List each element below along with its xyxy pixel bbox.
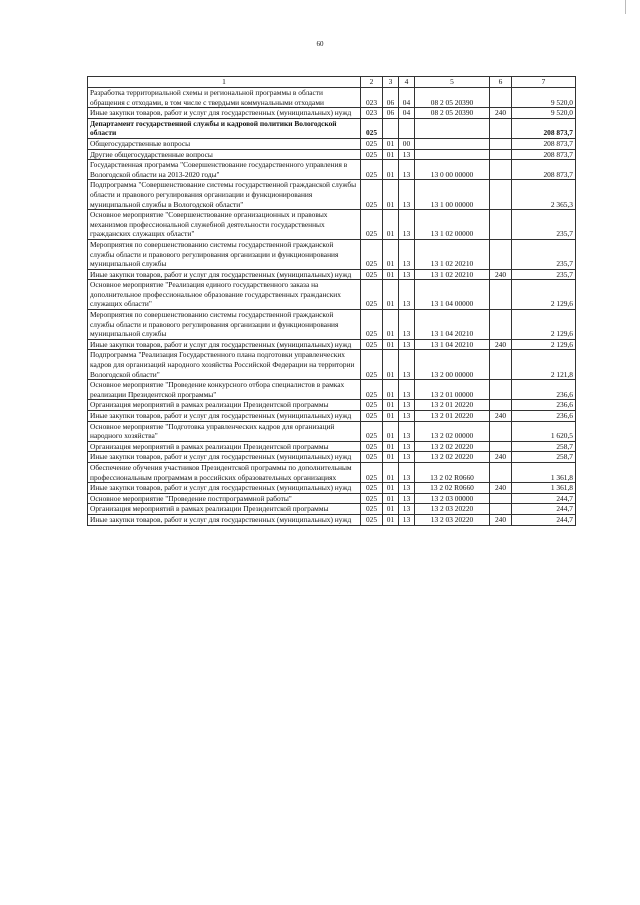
row-amount-cell: 9 520,0 (512, 88, 576, 108)
row-name-cell: Иные закупки товаров, работ и услуг для государственных (муниципальных) нужд (88, 452, 361, 463)
row-amount-cell: 208 873,7 (512, 138, 576, 149)
row-target-article-cell: 13 1 04 20210 (415, 310, 490, 340)
row-amount-cell: 1 620,5 (512, 421, 576, 441)
header-cell: 6 (490, 77, 512, 88)
row-subsection-cell: 04 (399, 88, 415, 108)
row-name-cell: Организация мероприятий в рамках реализации Президентской программы (88, 400, 361, 411)
row-expense-type-cell: 240 (490, 269, 512, 280)
row-expense-type-cell: 240 (490, 411, 512, 422)
row-subsection-cell: 13 (399, 483, 415, 494)
row-subsection-cell: 13 (399, 400, 415, 411)
row-target-article-cell: 13 2 02 R0660 (415, 483, 490, 494)
row-subsection-cell: 00 (399, 138, 415, 149)
row-admin-code-cell: 025 (361, 269, 383, 280)
row-expense-type-cell (490, 210, 512, 240)
row-expense-type-cell (490, 280, 512, 310)
table-row (88, 138, 576, 149)
row-amount-cell: 235,7 (512, 239, 576, 269)
row-subsection-cell: 13 (399, 350, 415, 380)
row-name-cell: Основное мероприятие "Проведение конкурсного отбора специалистов в рамках реализации Президентской программы" (88, 380, 361, 400)
row-admin-code-cell: 025 (361, 180, 383, 210)
row-target-article-cell (415, 149, 490, 160)
row-amount-cell: 2 129,6 (512, 310, 576, 340)
row-subsection-cell: 13 (399, 462, 415, 482)
row-subsection-cell: 13 (399, 380, 415, 400)
row-admin-code-cell: 025 (361, 441, 383, 452)
table-body (88, 77, 576, 526)
row-expense-type-cell (490, 504, 512, 515)
table-row (88, 400, 576, 411)
row-admin-code-cell: 025 (361, 210, 383, 240)
row-name-cell: Подпрограмма "Реализация Государственного плана подготовки управленческих кадров для организаций народного хозяйства Российской Федерации на территории Вологодской области" (88, 350, 361, 380)
row-name-cell: Мероприятия по совершенствованию системы государственной гражданской службы области и правового регулирования организации и функционирования муниципальной службы (88, 310, 361, 340)
row-section-cell: 01 (383, 180, 399, 210)
row-admin-code-cell: 025 (361, 483, 383, 494)
row-target-article-cell: 13 2 03 00000 (415, 493, 490, 504)
header-cell: 4 (399, 77, 415, 88)
row-name-cell: Иные закупки товаров, работ и услуг для государственных (муниципальных) нужд (88, 339, 361, 350)
row-amount-cell: 2 129,6 (512, 339, 576, 350)
row-subsection-cell: 13 (399, 149, 415, 160)
table-row (88, 421, 576, 441)
row-subsection-cell: 13 (399, 504, 415, 515)
row-target-article-cell: 13 1 04 00000 (415, 280, 490, 310)
row-name-cell: Иные закупки товаров, работ и услуг для государственных (муниципальных) нужд (88, 483, 361, 494)
row-target-article-cell: 13 1 02 20210 (415, 239, 490, 269)
row-name-cell: Организация мероприятий в рамках реализации Президентской программы (88, 504, 361, 515)
table-row (88, 483, 576, 494)
table-row (88, 411, 576, 422)
table-header-row (88, 77, 576, 88)
row-subsection-cell: 13 (399, 160, 415, 180)
row-subsection-cell: 13 (399, 210, 415, 240)
row-admin-code-cell: 025 (361, 504, 383, 515)
row-amount-cell: 2 129,6 (512, 280, 576, 310)
row-expense-type-cell (490, 160, 512, 180)
header-cell: 7 (512, 77, 576, 88)
table-row (88, 441, 576, 452)
row-amount-cell: 244,7 (512, 514, 576, 525)
row-amount-cell: 258,7 (512, 441, 576, 452)
table-row (88, 514, 576, 525)
row-name-cell: Государственная программа "Совершенствование государственного управления в Вологодской области на 2013-2020 годы" (88, 160, 361, 180)
row-target-article-cell (415, 118, 490, 138)
row-subsection-cell: 13 (399, 514, 415, 525)
row-section-cell: 01 (383, 452, 399, 463)
row-admin-code-cell: 025 (361, 380, 383, 400)
row-admin-code-cell: 023 (361, 108, 383, 119)
table-row (88, 380, 576, 400)
table-row (88, 339, 576, 350)
row-subsection-cell: 13 (399, 411, 415, 422)
row-expense-type-cell (490, 462, 512, 482)
row-amount-cell: 208 873,7 (512, 149, 576, 160)
row-expense-type-cell: 240 (490, 483, 512, 494)
row-target-article-cell: 13 2 01 00000 (415, 380, 490, 400)
row-amount-cell: 244,7 (512, 504, 576, 515)
row-expense-type-cell (490, 400, 512, 411)
row-amount-cell: 2 365,3 (512, 180, 576, 210)
row-section-cell: 01 (383, 421, 399, 441)
row-amount-cell: 2 121,8 (512, 350, 576, 380)
header-cell: 1 (88, 77, 361, 88)
row-target-article-cell: 13 1 02 20210 (415, 269, 490, 280)
row-target-article-cell: 13 2 03 20220 (415, 504, 490, 515)
table-row (88, 462, 576, 482)
row-section-cell: 01 (383, 280, 399, 310)
row-target-article-cell: 13 2 00 00000 (415, 350, 490, 380)
row-name-cell: Основное мероприятие "Проведение постпрограммной работы" (88, 493, 361, 504)
row-section-cell: 01 (383, 504, 399, 515)
row-target-article-cell (415, 138, 490, 149)
row-expense-type-cell: 240 (490, 452, 512, 463)
row-admin-code-cell: 025 (361, 452, 383, 463)
row-expense-type-cell: 240 (490, 514, 512, 525)
row-expense-type-cell (490, 441, 512, 452)
row-admin-code-cell: 025 (361, 118, 383, 138)
table-row (88, 310, 576, 340)
row-subsection-cell: 04 (399, 108, 415, 119)
row-section-cell: 01 (383, 149, 399, 160)
row-section-cell: 01 (383, 339, 399, 350)
row-expense-type-cell (490, 138, 512, 149)
row-subsection-cell (399, 118, 415, 138)
header-cell: 2 (361, 77, 383, 88)
row-section-cell: 01 (383, 411, 399, 422)
row-section-cell: 01 (383, 462, 399, 482)
row-section-cell: 01 (383, 441, 399, 452)
row-target-article-cell: 13 1 02 00000 (415, 210, 490, 240)
row-admin-code-cell: 025 (361, 462, 383, 482)
row-name-cell: Иные закупки товаров, работ и услуг для государственных (муниципальных) нужд (88, 411, 361, 422)
table-row (88, 504, 576, 515)
row-target-article-cell: 13 2 02 R0660 (415, 462, 490, 482)
row-target-article-cell: 13 2 02 20220 (415, 452, 490, 463)
row-amount-cell: 236,6 (512, 411, 576, 422)
row-admin-code-cell: 025 (361, 280, 383, 310)
row-subsection-cell: 13 (399, 452, 415, 463)
row-admin-code-cell: 025 (361, 421, 383, 441)
row-name-cell: Основное мероприятие "Подготовка управленческих кадров для организаций народного хозяйства" (88, 421, 361, 441)
row-expense-type-cell (490, 239, 512, 269)
row-amount-cell: 235,7 (512, 210, 576, 240)
row-expense-type-cell (490, 310, 512, 340)
row-expense-type-cell (490, 149, 512, 160)
row-expense-type-cell (490, 350, 512, 380)
row-amount-cell: 1 361,8 (512, 462, 576, 482)
row-target-article-cell: 13 2 03 20220 (415, 514, 490, 525)
row-expense-type-cell (490, 493, 512, 504)
table-row (88, 350, 576, 380)
row-name-cell: Основное мероприятие "Совершенствование организационных и правовых механизмов профессиональной служебной деятельности государственных гражданских служащих области" (88, 210, 361, 240)
row-subsection-cell: 13 (399, 421, 415, 441)
row-subsection-cell: 13 (399, 339, 415, 350)
row-target-article-cell: 08 2 05 20390 (415, 88, 490, 108)
table-row (88, 280, 576, 310)
row-section-cell: 01 (383, 493, 399, 504)
table-row (88, 269, 576, 280)
row-section-cell: 01 (383, 138, 399, 149)
row-amount-cell: 208 873,7 (512, 160, 576, 180)
row-expense-type-cell (490, 380, 512, 400)
row-admin-code-cell: 025 (361, 350, 383, 380)
row-name-cell: Мероприятия по совершенствованию системы государственной гражданской службы области и правового регулирования организации и функционирования муниципальной службы (88, 239, 361, 269)
row-section-cell: 06 (383, 108, 399, 119)
row-name-cell: Департамент государственной службы и кадровой политики Вологодской области (88, 118, 361, 138)
row-expense-type-cell (490, 88, 512, 108)
budget-table (87, 76, 576, 526)
row-name-cell: Иные закупки товаров, работ и услуг для государственных (муниципальных) нужд (88, 269, 361, 280)
row-name-cell: Разработка территориальной схемы и региональной программы в области обращения с отходами, в том числе с твердыми коммунальными отходами (88, 88, 361, 108)
row-expense-type-cell: 240 (490, 108, 512, 119)
row-name-cell: Общегосударственные вопросы (88, 138, 361, 149)
header-cell: 3 (383, 77, 399, 88)
row-name-cell: Обеспечение обучения участников Президентской программы по дополнительным профессиональным программам в российских образовательных организациях (88, 462, 361, 482)
row-target-article-cell: 13 1 04 20210 (415, 339, 490, 350)
row-name-cell: Другие общегосударственные вопросы (88, 149, 361, 160)
table-row (88, 88, 576, 108)
row-name-cell: Иные закупки товаров, работ и услуг для государственных (муниципальных) нужд (88, 514, 361, 525)
row-subsection-cell: 13 (399, 269, 415, 280)
row-expense-type-cell (490, 421, 512, 441)
row-amount-cell: 208 873,7 (512, 118, 576, 138)
table-row (88, 118, 576, 138)
row-subsection-cell: 13 (399, 493, 415, 504)
row-target-article-cell: 13 2 01 20220 (415, 400, 490, 411)
row-name-cell: Иные закупки товаров, работ и услуг для государственных (муниципальных) нужд (88, 108, 361, 119)
row-admin-code-cell: 023 (361, 88, 383, 108)
table-row (88, 160, 576, 180)
row-section-cell (383, 118, 399, 138)
row-section-cell: 01 (383, 514, 399, 525)
row-target-article-cell: 13 2 02 00000 (415, 421, 490, 441)
row-amount-cell: 9 520,0 (512, 108, 576, 119)
row-amount-cell: 244,7 (512, 493, 576, 504)
row-name-cell: Основное мероприятие "Реализация единого государственного заказа на дополнительное профессиональное образование государственных гражданских служащих области" (88, 280, 361, 310)
row-name-cell: Организация мероприятий в рамках реализации Президентской программы (88, 441, 361, 452)
row-target-article-cell: 13 2 02 20220 (415, 441, 490, 452)
table-row (88, 149, 576, 160)
row-section-cell: 01 (383, 310, 399, 340)
row-section-cell: 01 (383, 269, 399, 280)
row-section-cell: 01 (383, 380, 399, 400)
row-subsection-cell: 13 (399, 180, 415, 210)
table-row (88, 108, 576, 119)
row-section-cell: 01 (383, 210, 399, 240)
row-amount-cell: 236,6 (512, 380, 576, 400)
row-target-article-cell: 08 2 05 20390 (415, 108, 490, 119)
row-amount-cell: 1 361,8 (512, 483, 576, 494)
row-amount-cell: 236,6 (512, 400, 576, 411)
row-subsection-cell: 13 (399, 310, 415, 340)
row-admin-code-cell: 025 (361, 400, 383, 411)
row-admin-code-cell: 025 (361, 339, 383, 350)
table-row (88, 210, 576, 240)
row-admin-code-cell: 025 (361, 310, 383, 340)
row-target-article-cell: 13 0 00 00000 (415, 160, 490, 180)
scan-edge-mark (625, 0, 634, 14)
table-row (88, 180, 576, 210)
page-number: 60 (316, 40, 324, 48)
row-section-cell: 06 (383, 88, 399, 108)
row-section-cell: 01 (383, 350, 399, 380)
row-section-cell: 01 (383, 160, 399, 180)
row-amount-cell: 258,7 (512, 452, 576, 463)
row-expense-type-cell (490, 118, 512, 138)
row-admin-code-cell: 025 (361, 493, 383, 504)
row-section-cell: 01 (383, 483, 399, 494)
row-amount-cell: 235,7 (512, 269, 576, 280)
row-target-article-cell: 13 1 00 00000 (415, 180, 490, 210)
row-admin-code-cell: 025 (361, 239, 383, 269)
row-name-cell: Подпрограмма "Совершенствование системы государственной гражданской службы области и правового регулирования организации и функционирования муниципальной службы в Вологодской области" (88, 180, 361, 210)
row-admin-code-cell: 025 (361, 514, 383, 525)
table-row (88, 493, 576, 504)
header-cell: 5 (415, 77, 490, 88)
table-row (88, 239, 576, 269)
row-subsection-cell: 13 (399, 441, 415, 452)
row-admin-code-cell: 025 (361, 160, 383, 180)
row-section-cell: 01 (383, 400, 399, 411)
row-admin-code-cell: 025 (361, 138, 383, 149)
row-admin-code-cell: 025 (361, 411, 383, 422)
row-admin-code-cell: 025 (361, 149, 383, 160)
row-section-cell: 01 (383, 239, 399, 269)
row-subsection-cell: 13 (399, 239, 415, 269)
row-expense-type-cell: 240 (490, 339, 512, 350)
row-target-article-cell: 13 2 01 20220 (415, 411, 490, 422)
row-subsection-cell: 13 (399, 280, 415, 310)
row-expense-type-cell (490, 180, 512, 210)
table-row (88, 452, 576, 463)
